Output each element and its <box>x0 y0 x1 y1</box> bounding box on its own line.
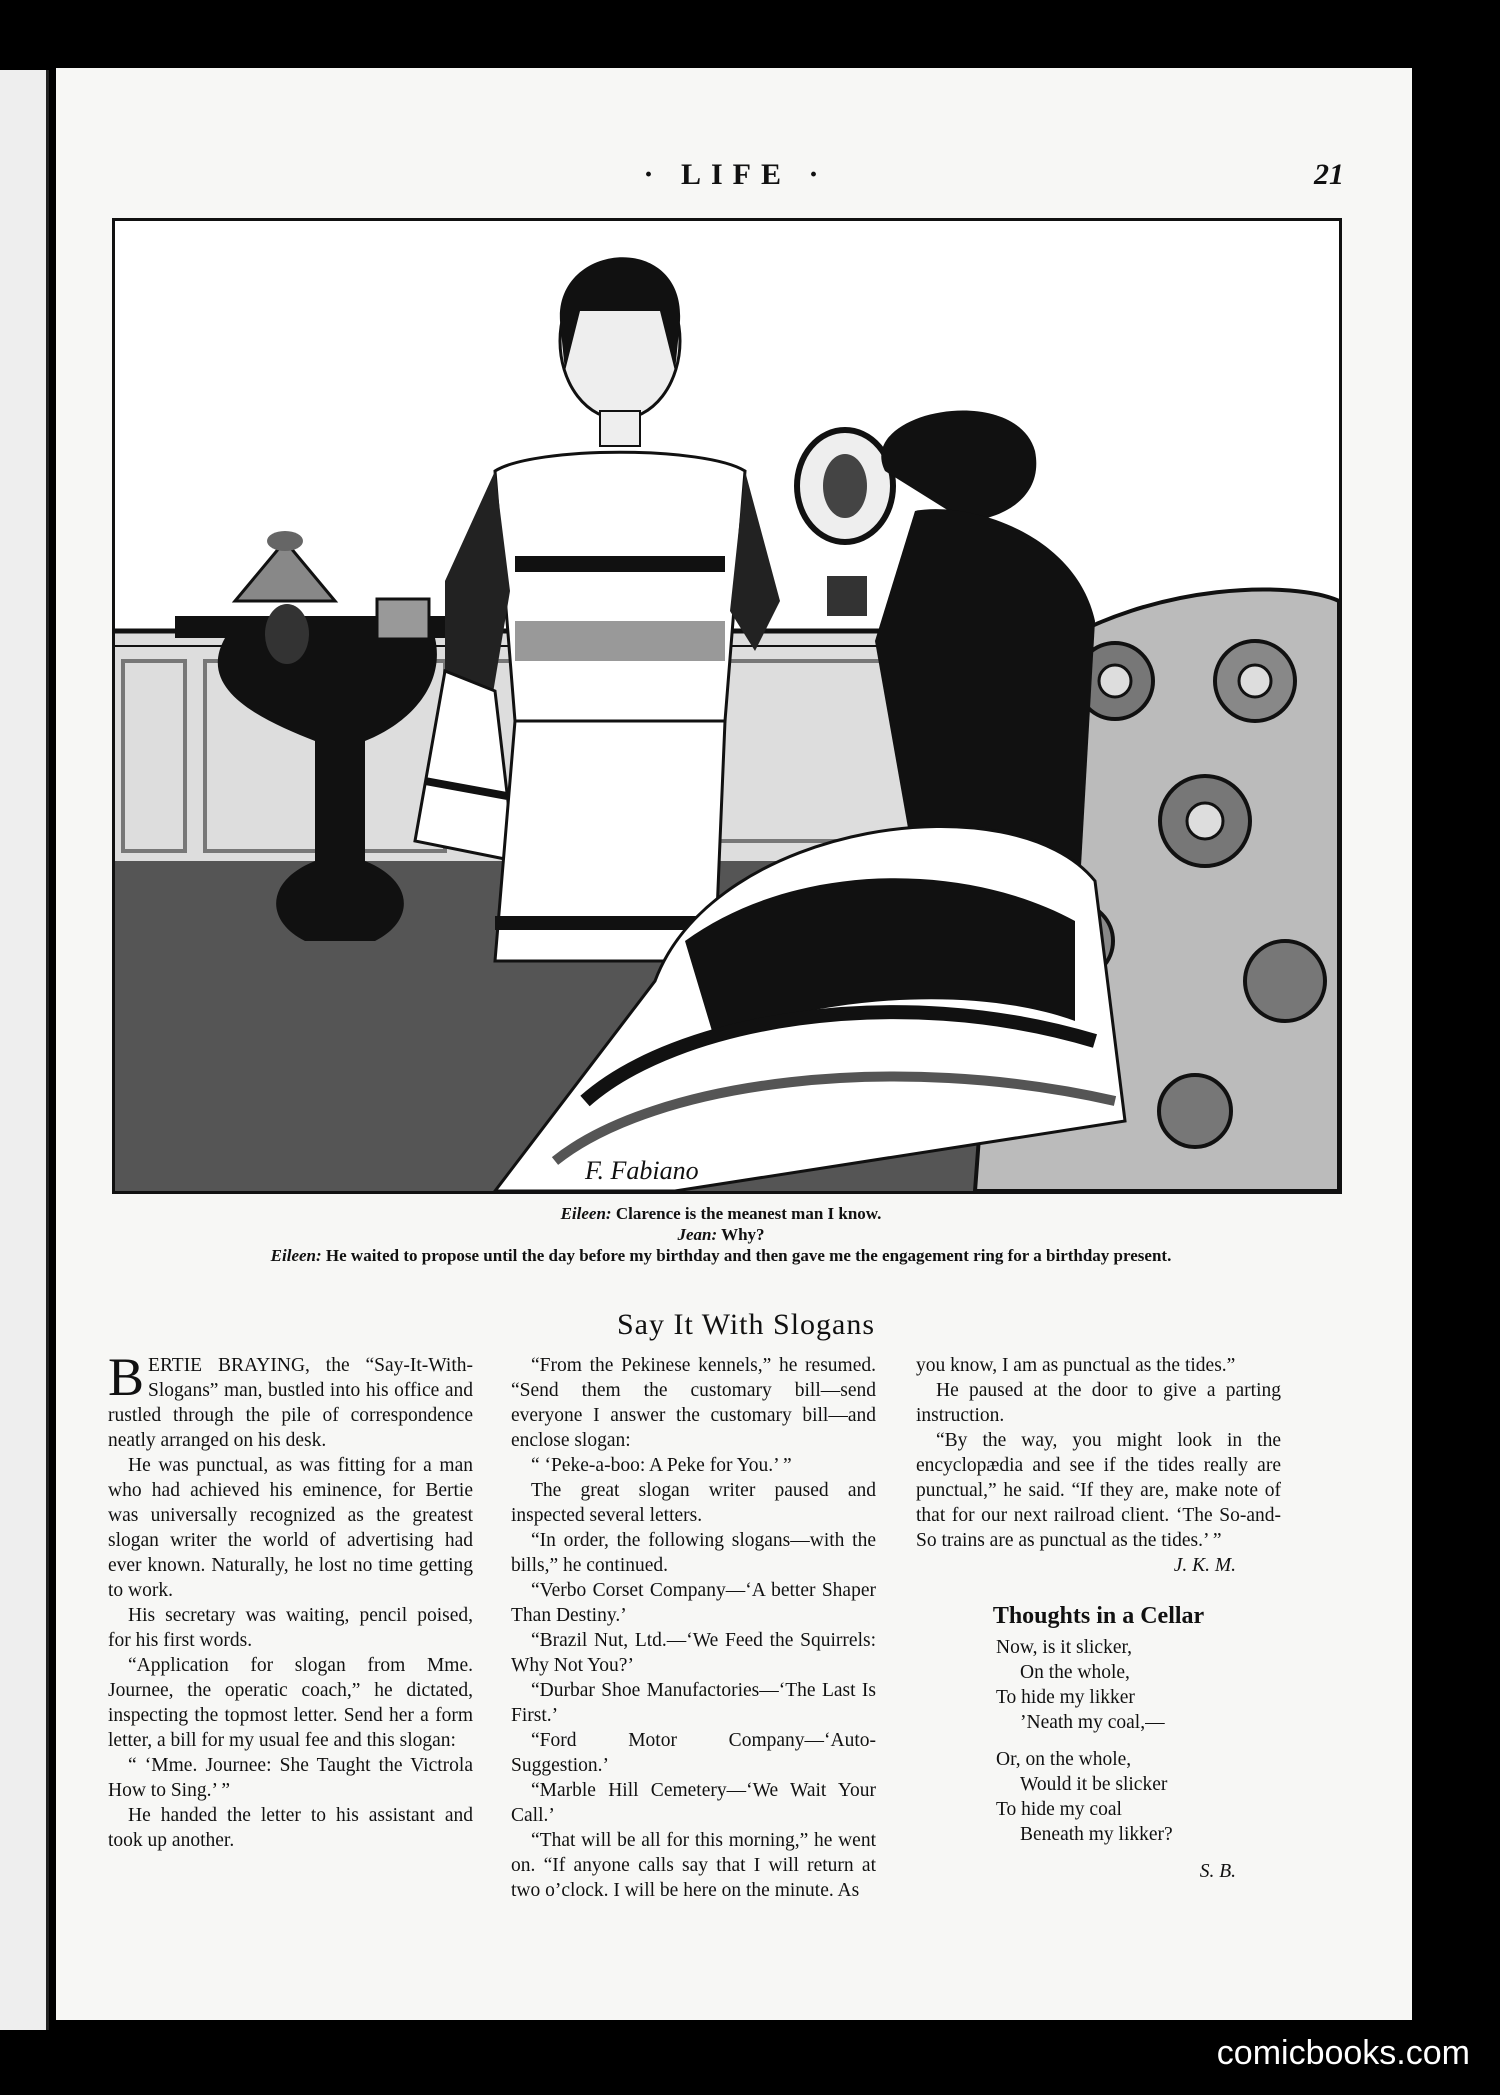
page-header <box>56 158 1412 198</box>
caption-speaker: Jean: <box>677 1225 718 1244</box>
paragraph: “Application for slogan from Mme. Journee, the operatic coach,” he dictated, inspecting the topmost letter. Send her a form letter, a bill for my usual fee and this slogan: <box>108 1655 473 1751</box>
paragraph: “Ford Motor Company—‘Auto-Suggestion.’ <box>511 1730 876 1776</box>
page-number: 21 <box>1314 158 1344 191</box>
paragraph: “That will be all for this morning,” he went on. “If anyone calls say that I will return at two o’clock. I will be here on the minute. As <box>511 1830 876 1901</box>
caption-line <box>206 1245 1236 1266</box>
paragraph: “Durbar Shoe Manufactories—‘The Last Is First.’ <box>511 1680 876 1726</box>
poem-stanza <box>996 1635 1281 1735</box>
artist-signature: F. Fabiano <box>585 1156 699 1185</box>
cartoon-illustration <box>112 218 1342 1194</box>
caption-text: He waited to propose until the day before my birthday and then gave me the engagement ring for a birthday present. <box>325 1246 1172 1265</box>
poem-line: Beneath my likker? <box>1020 1824 1173 1845</box>
caption-line <box>206 1203 1236 1224</box>
article-column-2 <box>511 1353 876 1903</box>
article-title: Say It With Slogans <box>616 1308 876 1341</box>
paragraph: “From the Pekinese kennels,” he resumed. “Send them the customary bill—send everyone I answer the customary bill—and enclose slogan: <box>511 1355 876 1451</box>
poem-line: To hide my likker <box>996 1687 1135 1708</box>
drop-cap: B <box>108 1347 145 1407</box>
paragraph: “Verbo Corset Company—‘A better Shaper Than Destiny.’ <box>511 1580 876 1626</box>
paragraph: “In order, the following slogans—with the bills,” he continued. <box>511 1530 876 1576</box>
magazine-page <box>56 68 1412 2020</box>
paragraph: “Brazil Nut, Ltd.—‘We Feed the Squirrels: Why Not You?’ <box>511 1630 876 1676</box>
caption-line <box>206 1224 1236 1245</box>
poem-stanza <box>996 1747 1281 1847</box>
article-column-1 <box>108 1347 473 1853</box>
paragraph: you know, I am as punctual as the tides.” <box>916 1355 1236 1376</box>
poem-line: To hide my coal <box>996 1799 1122 1820</box>
paragraph: He was punctual, as was fitting for a man who had achieved his eminence, for Bertie was universally recognized as the greatest slogan writer the world of advertising had ever known. Naturally, he lost no time getting to work. <box>108 1455 473 1601</box>
cartoon-caption <box>206 1203 1236 1266</box>
paragraph: He handed the letter to his assistant and took up another. <box>108 1805 473 1851</box>
facing-page-edge <box>0 70 49 2030</box>
poem <box>916 1635 1281 1847</box>
paragraph: “ ‘Peke-a-boo: A Peke for You.’ ” <box>531 1455 792 1476</box>
magazine-title: · LIFE · <box>643 158 829 191</box>
paragraph: “Marble Hill Cemetery—‘We Wait Your Call.’ <box>511 1780 876 1826</box>
paragraph: BERTIE BRAYING, the “Say-It-With-Slogans” man, bustled into his office and rustled through the pile of correspondence neatly arranged on his desk. <box>108 1347 473 1451</box>
caption-text: Clarence is the meanest man I know. <box>615 1204 882 1223</box>
poem-line: ’Neath my coal,— <box>1020 1712 1165 1733</box>
paragraph: “By the way, you might look in the encyclopædia and see if the tides really are punctual,” he said. “If they are, make note of that for our next railroad client. ‘The So-and-So trains are as punctual as the tides.’ ” <box>916 1430 1281 1551</box>
article-signature: J. K. M. <box>1173 1555 1236 1576</box>
poem-signature: S. B. <box>1199 1861 1236 1882</box>
article-column-3 <box>916 1353 1281 1884</box>
poem-line: Would it be slicker <box>1020 1774 1168 1795</box>
paragraph: “ ‘Mme. Journee: She Taught the Victrola How to Sing.’ ” <box>108 1755 473 1801</box>
illustration-drawing <box>115 221 1339 1191</box>
caption-text: Why? <box>721 1225 765 1244</box>
poem-line: Now, is it slicker, <box>996 1637 1133 1658</box>
caption-speaker: Eileen: <box>560 1204 612 1223</box>
paragraph: His secretary was waiting, pencil poised, for his first words. <box>108 1605 473 1651</box>
paragraph: The great slogan writer paused and inspected several letters. <box>511 1480 876 1526</box>
paragraph: He paused at the door to give a parting instruction. <box>916 1380 1281 1426</box>
poem-line: On the whole, <box>1020 1662 1130 1683</box>
caption-speaker: Eileen: <box>270 1246 322 1265</box>
poem-line: Or, on the whole, <box>996 1749 1132 1770</box>
watermark: comicbooks.com <box>1216 2034 1470 2072</box>
poem-title: Thoughts in a Cellar <box>992 1603 1205 1629</box>
